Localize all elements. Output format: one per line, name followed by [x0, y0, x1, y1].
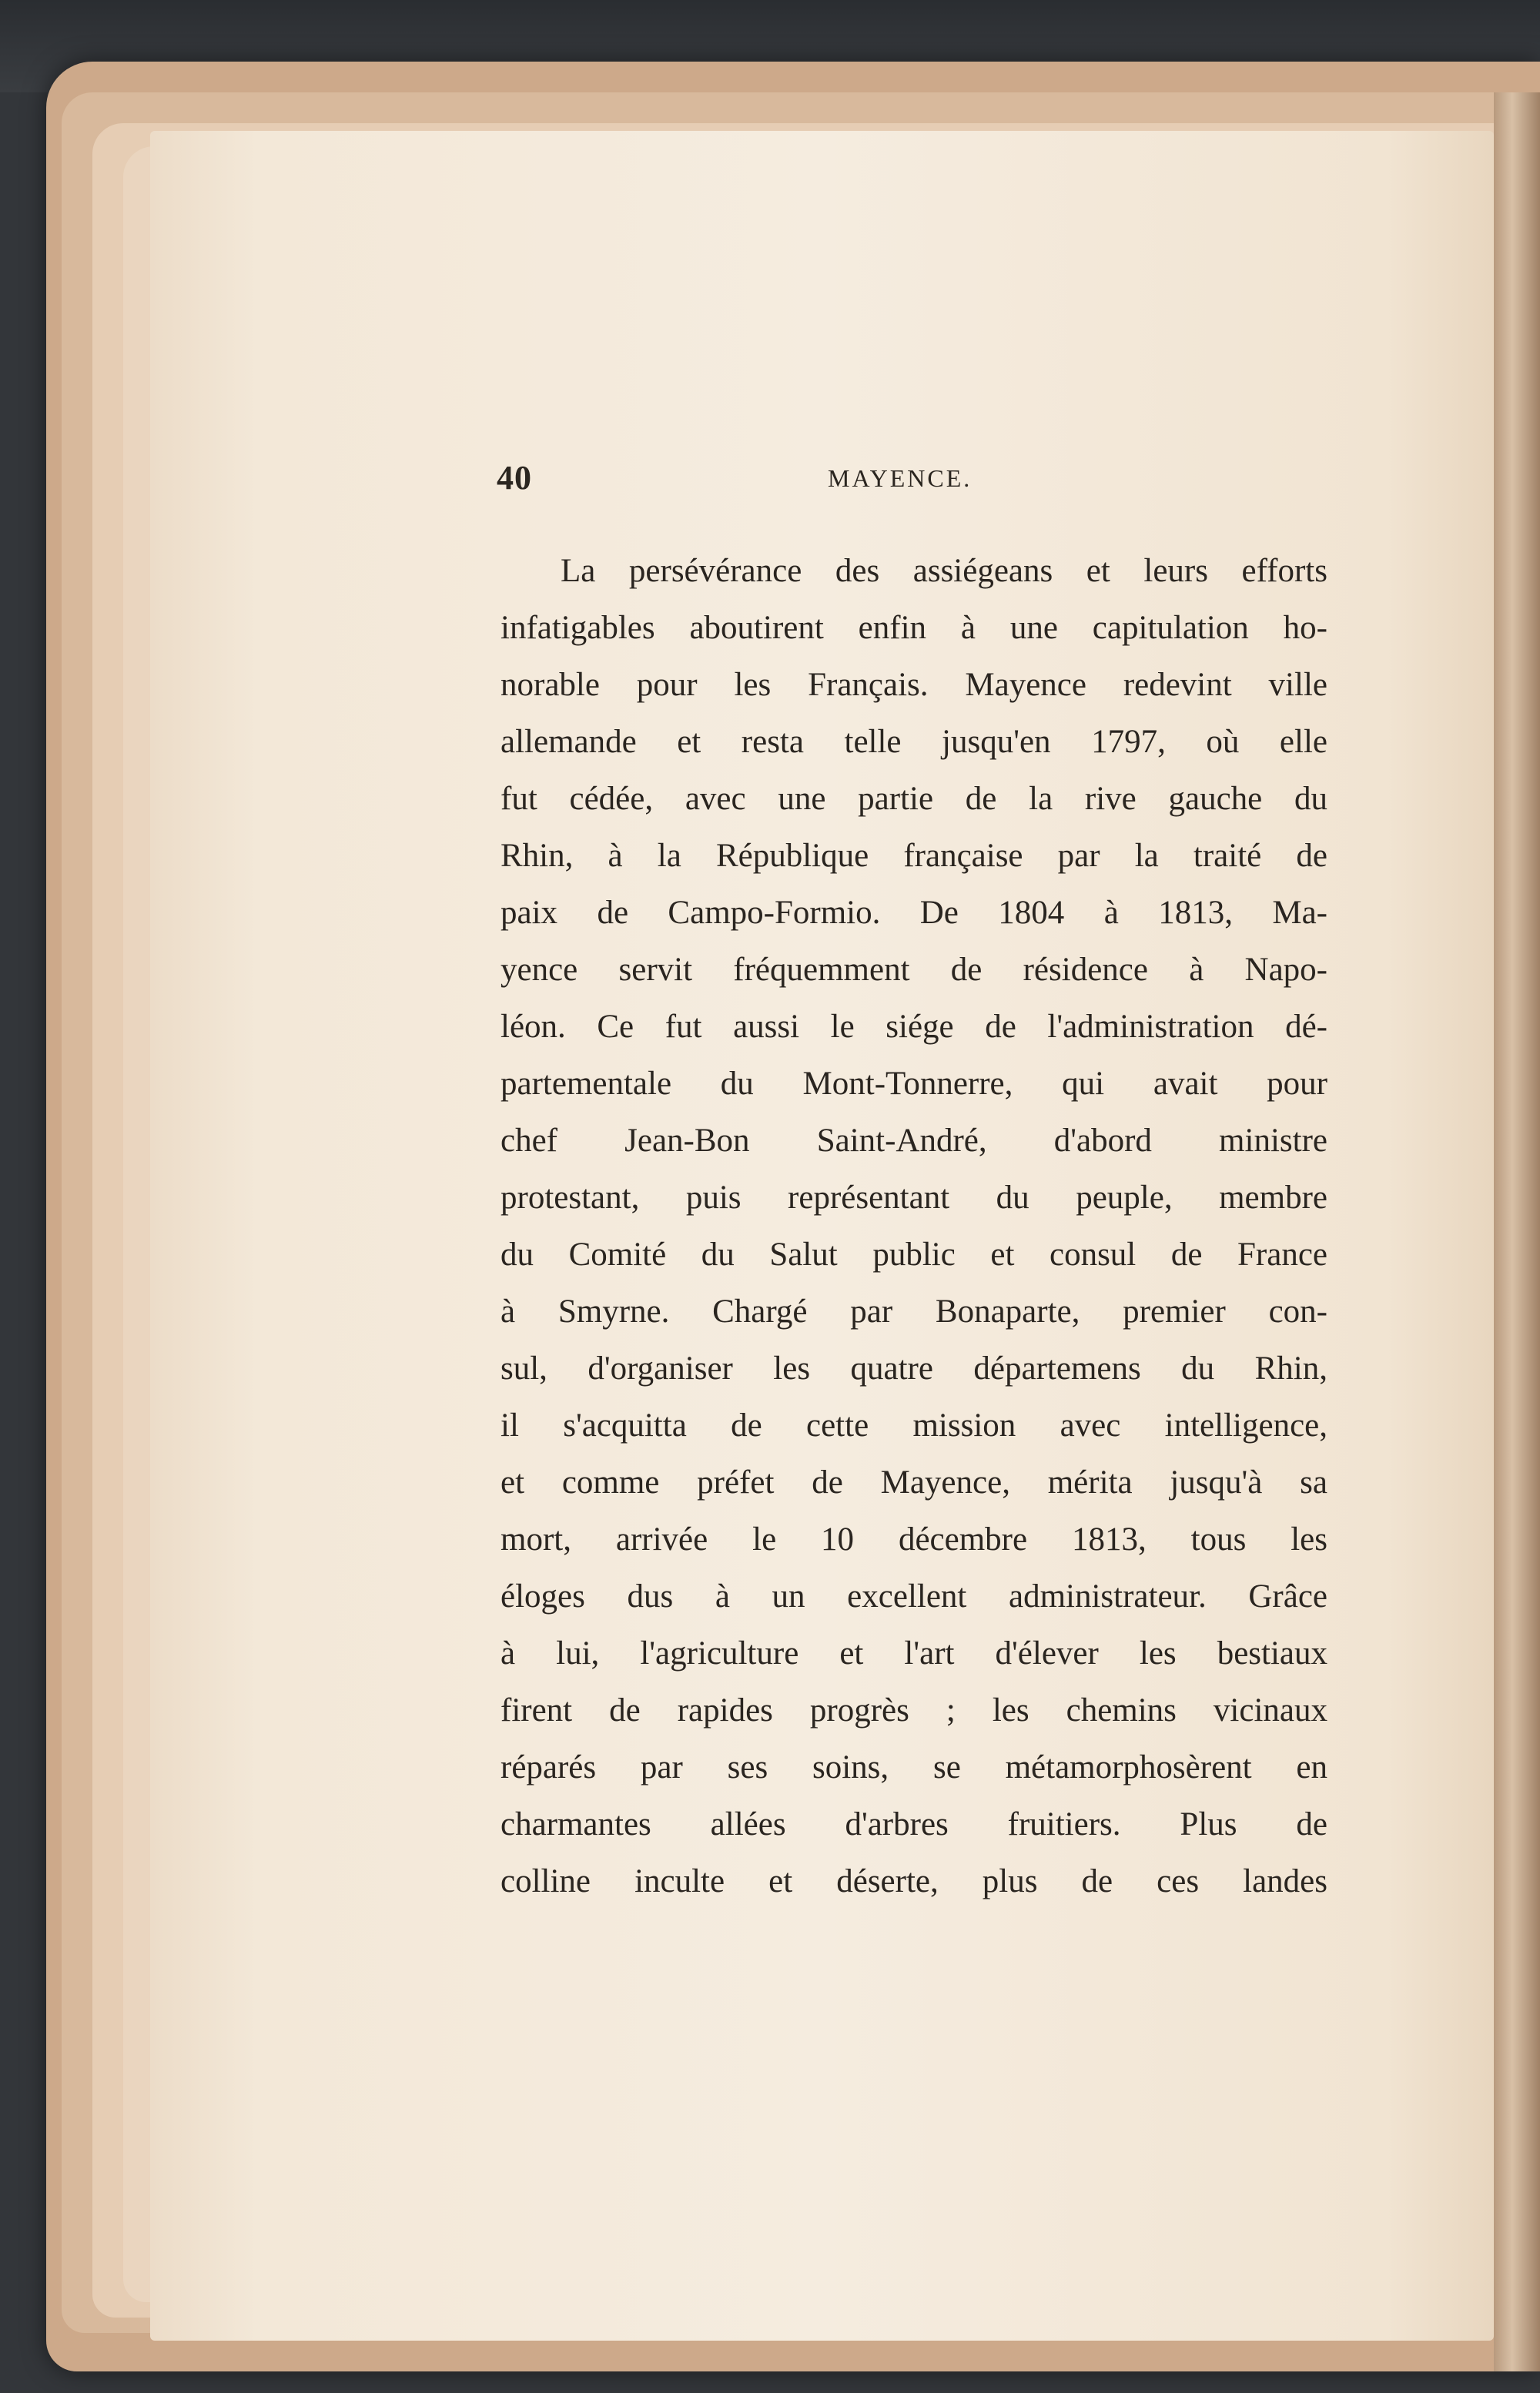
page-header: [497, 458, 1328, 504]
text-line: mort, arrivée le 10 décembre 1813, tous les: [500, 1521, 1327, 1558]
text-line: infatigables aboutirent enfin à une capitulation ho-: [500, 610, 1327, 646]
text-line: chef Jean-Bon Saint-André, d'abord ministre: [500, 1123, 1327, 1159]
text-line: paix de Campo-Formio. De 1804 à 1813, Ma-: [500, 895, 1327, 931]
text-line: Rhin, à la République française par la traité de: [500, 838, 1327, 874]
text-line: firent de rapides progrès ; les chemins vicinaux: [500, 1692, 1327, 1729]
text-line: léon. Ce fut aussi le siége de l'administration dé-: [500, 1009, 1327, 1045]
text-line: allemande et resta telle jusqu'en 1797, où elle: [500, 724, 1327, 760]
text-line: éloges dus à un excellent administrateur. Grâce: [500, 1578, 1327, 1615]
text-line: et comme préfet de Mayence, mérita jusqu'à sa: [500, 1464, 1327, 1501]
running-head: MAYENCE.: [828, 464, 973, 492]
text-line: protestant, puis représentant du peuple, membre: [500, 1180, 1327, 1216]
text-line: La persévérance des assiégeans et leurs efforts: [561, 553, 1327, 589]
text-line: partementale du Mont-Tonnerre, qui avait pour: [500, 1066, 1327, 1102]
text-line: réparés par ses soins, se métamorphosèrent en: [500, 1749, 1327, 1786]
text-line: sul, d'organiser les quatre départemens du Rhin,: [500, 1350, 1327, 1387]
text-line: du Comité du Salut public et consul de France: [500, 1237, 1327, 1273]
body-text: [500, 543, 1327, 1910]
text-line: à lui, l'agriculture et l'art d'élever les bestiaux: [500, 1635, 1327, 1672]
page-number: 40: [497, 459, 532, 497]
text-line: colline inculte et déserte, plus de ces landes: [500, 1863, 1327, 1899]
text-line: il s'acquitta de cette mission avec intelligence,: [500, 1407, 1327, 1444]
facing-page-edge: [1494, 92, 1540, 2371]
text-line: à Smyrne. Chargé par Bonaparte, premier con-: [500, 1294, 1327, 1330]
text-line: norable pour les Français. Mayence redevint ville: [500, 667, 1327, 703]
text-line: charmantes allées d'arbres fruitiers. Plus de: [500, 1806, 1327, 1842]
text-line: yence servit fréquemment de résidence à Napo-: [500, 952, 1327, 988]
text-line: fut cédée, avec une partie de la rive gauche du: [500, 781, 1327, 817]
